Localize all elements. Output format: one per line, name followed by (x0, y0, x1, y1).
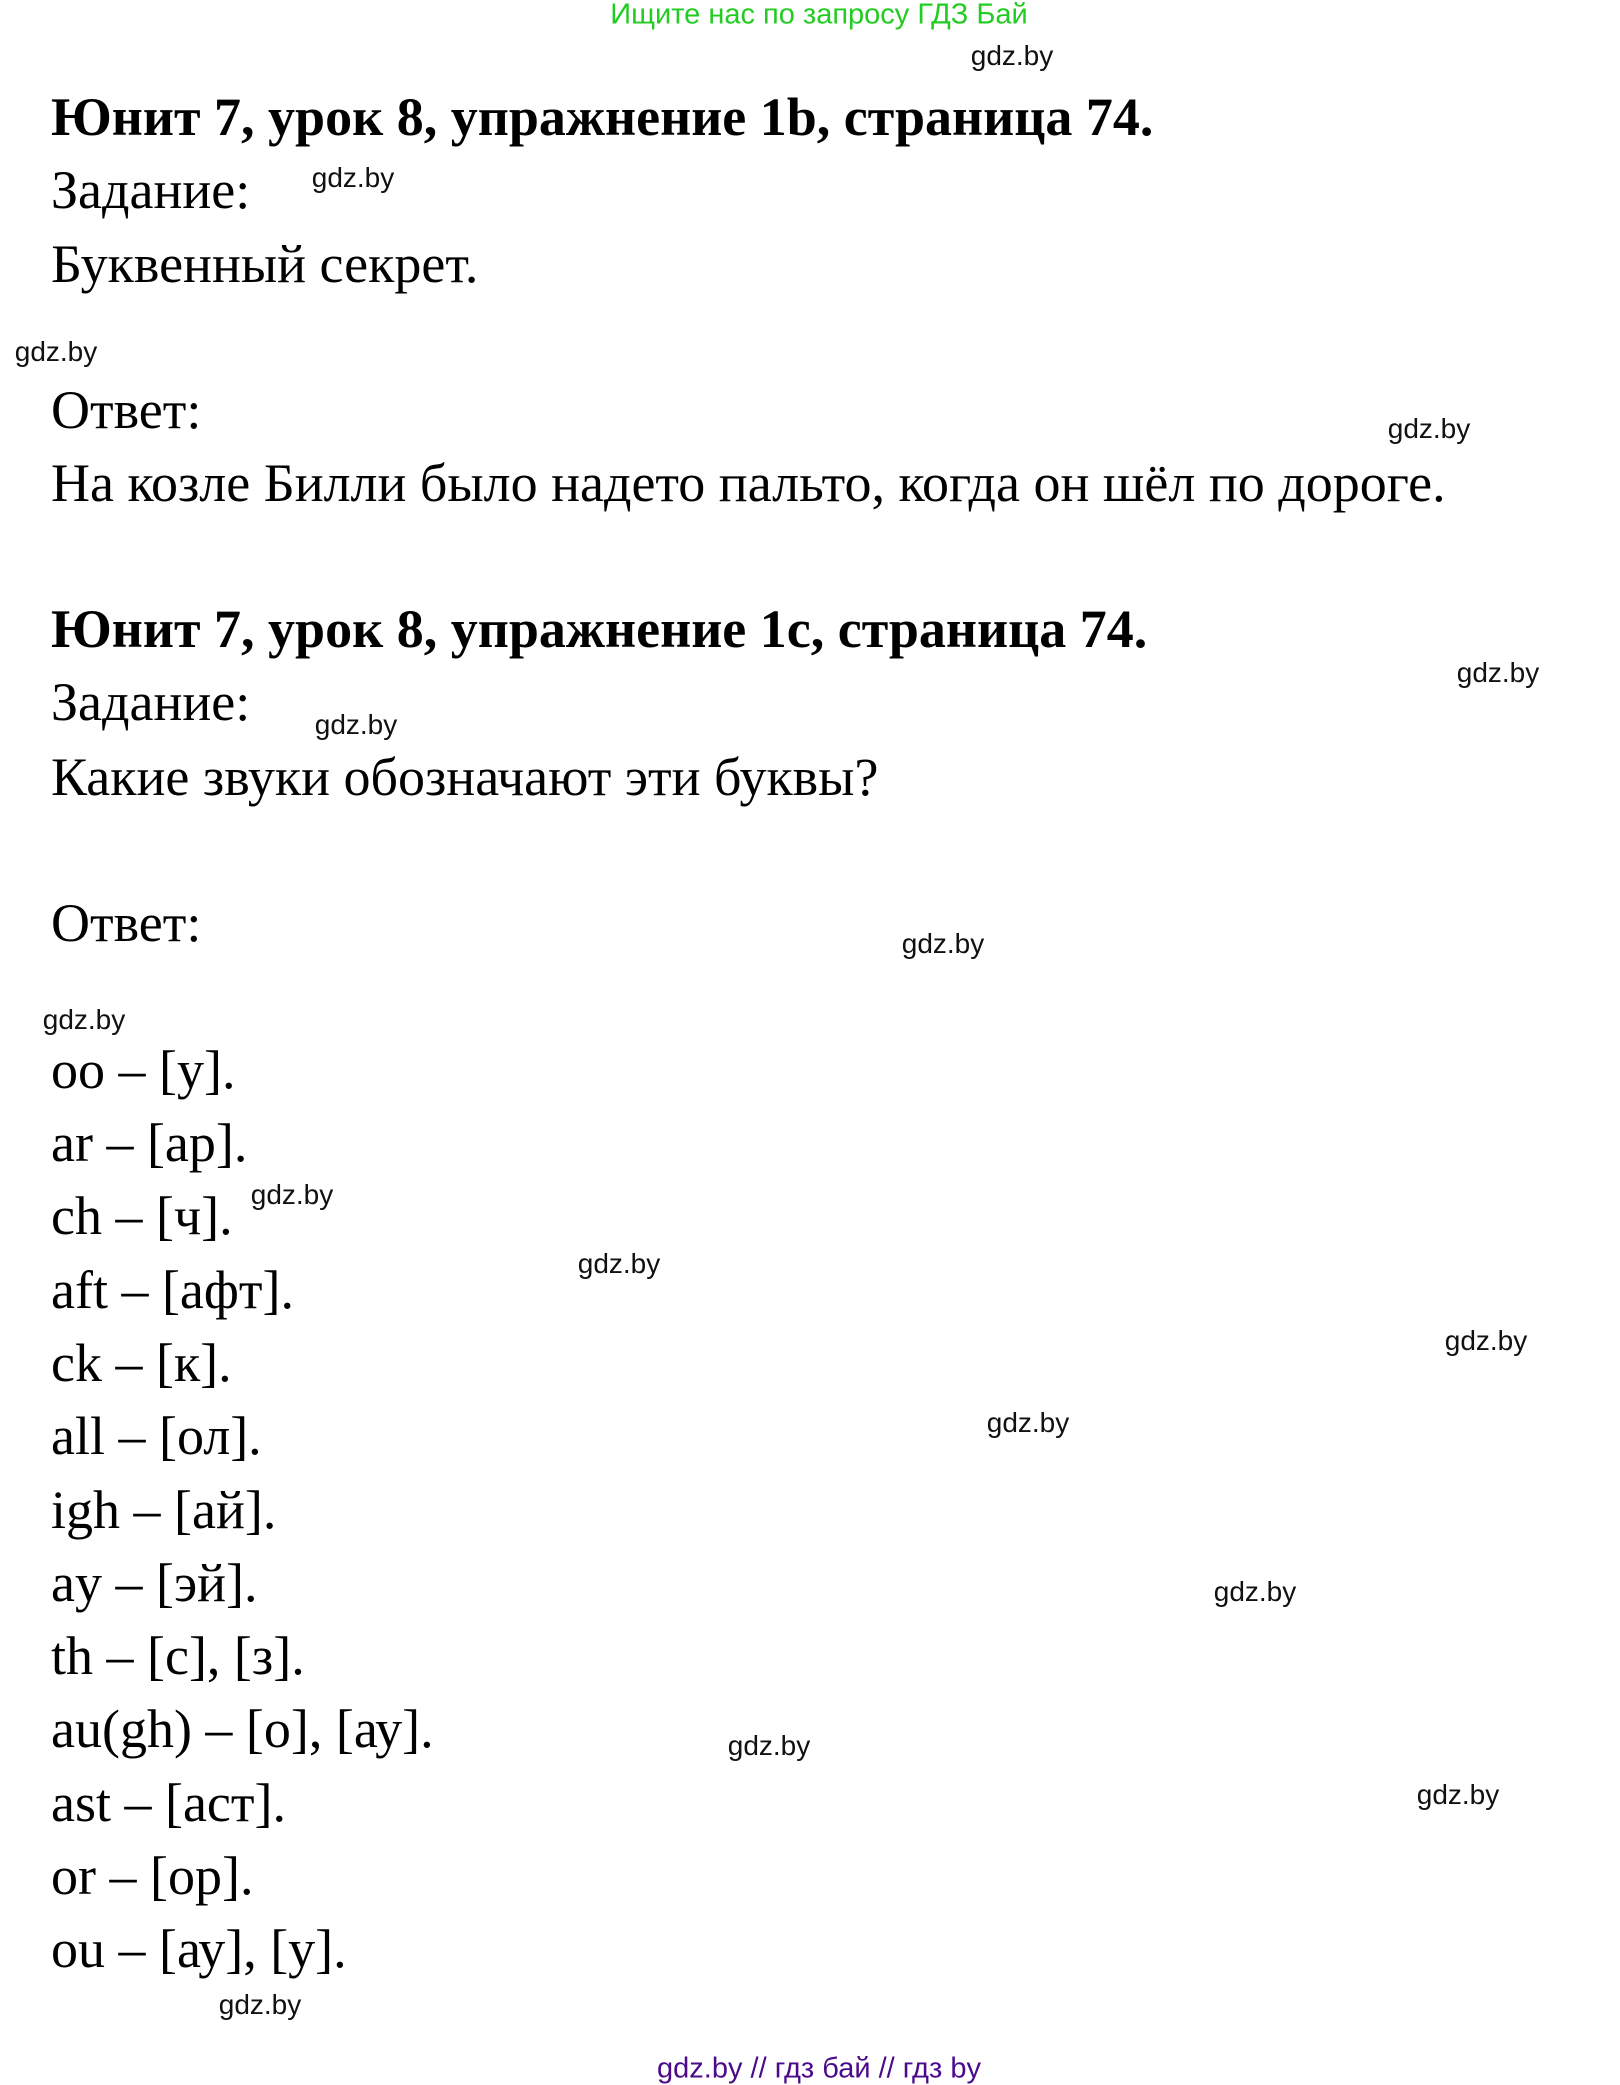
section2-heading: Юнит 7, урок 8, упражнение 1c, страница 74. (51, 599, 1148, 659)
answer-item: ck – [к]. (51, 1333, 232, 1393)
watermark: gdz.by (727, 1730, 811, 1761)
answer-item: ou – [ау], [у]. (51, 1919, 347, 1979)
answer-item: au(gh) – [о], [ау]. (51, 1699, 434, 1759)
answer-item: ast – [аст]. (51, 1773, 286, 1833)
watermark: gdz.by (901, 928, 985, 959)
watermark: gdz.by (1456, 657, 1540, 688)
section1-answer-label: Ответ: (51, 380, 202, 440)
answer-item: all – [ол]. (51, 1406, 262, 1466)
watermark: gdz.by (314, 709, 398, 740)
watermark: gdz.by (1387, 413, 1471, 444)
section1-answer-text: На козле Билли было надето пальто, когда он шёл по дороге. (51, 453, 1446, 513)
section1-task-text: Буквенный секрет. (51, 234, 479, 294)
section1-task-label: Задание: (51, 160, 251, 220)
watermark: gdz.by (970, 40, 1054, 71)
answer-item: or – [ор]. (51, 1846, 254, 1906)
answer-item: oo – [у]. (51, 1040, 236, 1100)
section2-answer-label: Ответ: (51, 893, 202, 953)
watermark: gdz.by (311, 162, 395, 193)
watermark: gdz.by (42, 1004, 126, 1035)
footer-links[interactable]: gdz.by // гдз бай // гдз by (657, 2052, 981, 2085)
section1-heading: Юнит 7, урок 8, упражнение 1b, страница 74. (51, 87, 1154, 147)
answer-item: igh – [ай]. (51, 1480, 277, 1540)
answer-item: ar – [ар]. (51, 1113, 248, 1173)
watermark: gdz.by (986, 1407, 1070, 1438)
section2-task-text: Какие звуки обозначают эти буквы? (51, 747, 879, 807)
watermark: gdz.by (250, 1179, 334, 1210)
answer-item: ch – [ч]. (51, 1186, 233, 1246)
answer-item: th – [с], [з]. (51, 1626, 305, 1686)
watermark: gdz.by (1444, 1325, 1528, 1356)
watermark: gdz.by (577, 1248, 661, 1279)
watermark: gdz.by (218, 1989, 302, 2020)
watermark: gdz.by (1213, 1576, 1297, 1607)
answer-item: ay – [эй]. (51, 1553, 258, 1613)
answer-item: aft – [афт]. (51, 1260, 294, 1320)
section2-task-label: Задание: (51, 672, 251, 732)
top-banner[interactable]: Ищите нас по запросу ГДЗ Бай (610, 0, 1028, 31)
watermark: gdz.by (1416, 1779, 1500, 1810)
watermark: gdz.by (14, 336, 98, 367)
